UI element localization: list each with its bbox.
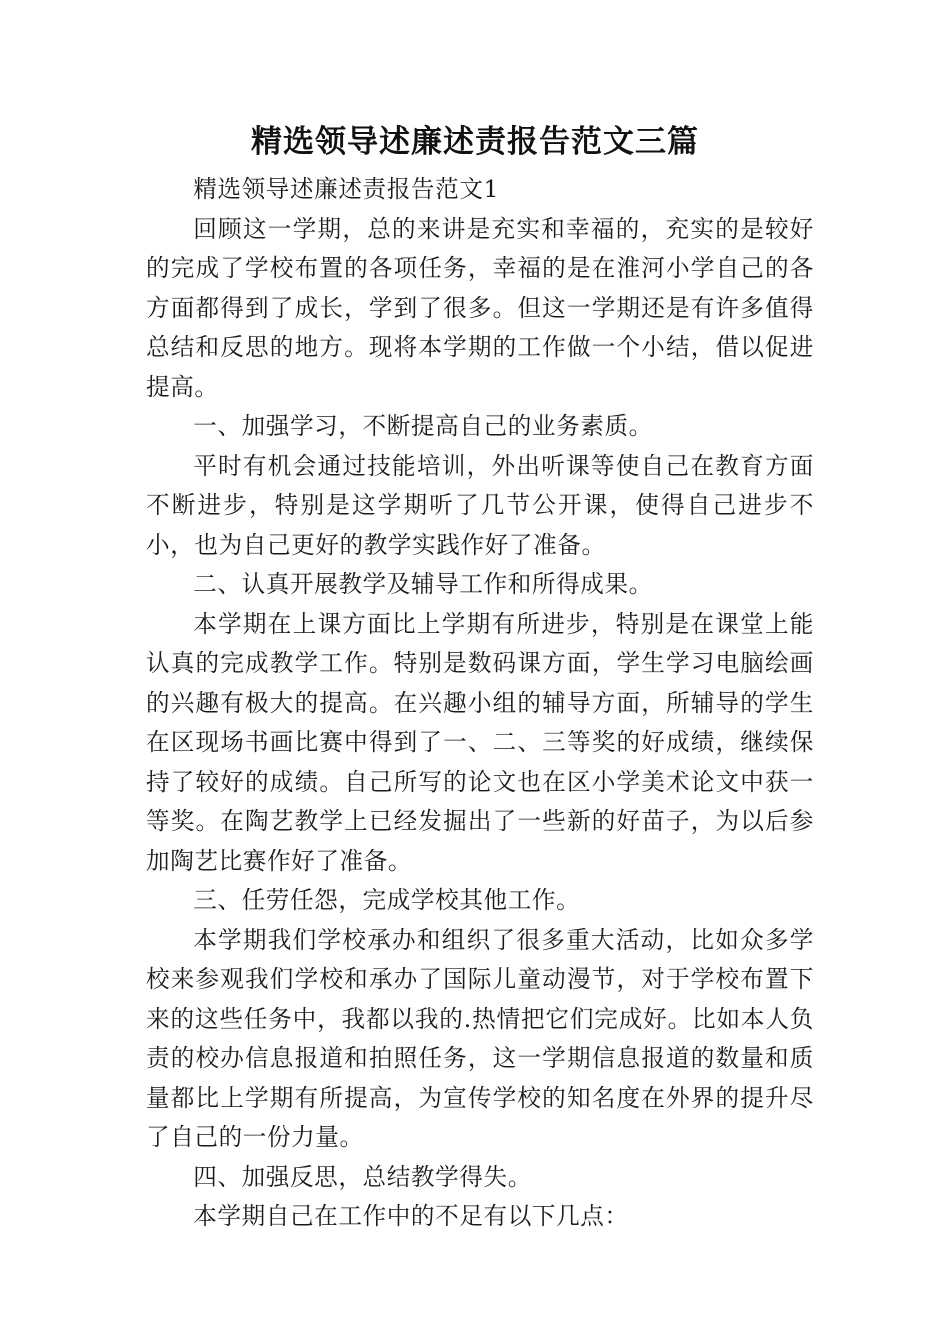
section-heading-4: 四、加强反思，总结教学得失。 xyxy=(193,1162,532,1191)
section-heading-2: 二、认真开展教学及辅导工作和所得成果。 xyxy=(193,570,653,598)
paragraph-section-4: 本学期自己在工作中的不足有以下几点： xyxy=(193,1202,629,1230)
document-body xyxy=(146,170,814,1237)
section-heading-1: 一、加强学习，不断提高自己的业务素质。 xyxy=(193,412,653,440)
paragraph-section-1: 平时有机会通过技能培训，外出听课等使自己在教育方面不断进步，特别是这学期听了几节公开课，使得自己进步不小，也为自己更好的教学实践作好了准备。 xyxy=(146,451,814,559)
paragraph-section-3: 本学期我们学校承办和组织了很多重大活动，比如众多学校来参观我们学校和承办了国际儿童动漫节，对于学校布置下来的这些任务中，我都以我的.热情把它们完成好。比如本人负责的校办信息报道和拍照任务，这一学期信息报道的数量和质量都比上学期有所提高，为宣传学校的知名度在外界的提升尽了自己的一份力量。 xyxy=(146,925,814,1151)
section-heading-3: 三、任劳任怨，完成学校其他工作。 xyxy=(193,886,581,914)
document-title: 精选领导述廉述责报告范文三篇 xyxy=(251,124,699,160)
paragraph-intro: 回顾这一学期，总的来讲是充实和幸福的，充实的是较好的完成了学校布置的各项任务，幸福的是在淮河小学自己的各方面都得到了成长，学到了很多。但这一学期还是有许多值得总结和反思的地方。现将本学期的工作做一个小结，借以促进提高。 xyxy=(146,214,814,401)
paragraph-section-2: 本学期在上课方面比上学期有所进步，特别是在课堂上能认真的完成教学工作。特别是数码课方面，学生学习电脑绘画的兴趣有极大的提高。在兴趣小组的辅导方面，所辅导的学生在区现场书画比赛中得到了一、二、三等奖的好成绩，继续保持了较好的成绩。自己所写的论文也在区小学美术论文中获一等奖。在陶艺教学上已经发掘出了一些新的好苗子，为以后参加陶艺比赛作好了准备。 xyxy=(146,609,814,875)
paragraph-subtitle: 精选领导述廉述责报告范文1 xyxy=(193,175,500,203)
